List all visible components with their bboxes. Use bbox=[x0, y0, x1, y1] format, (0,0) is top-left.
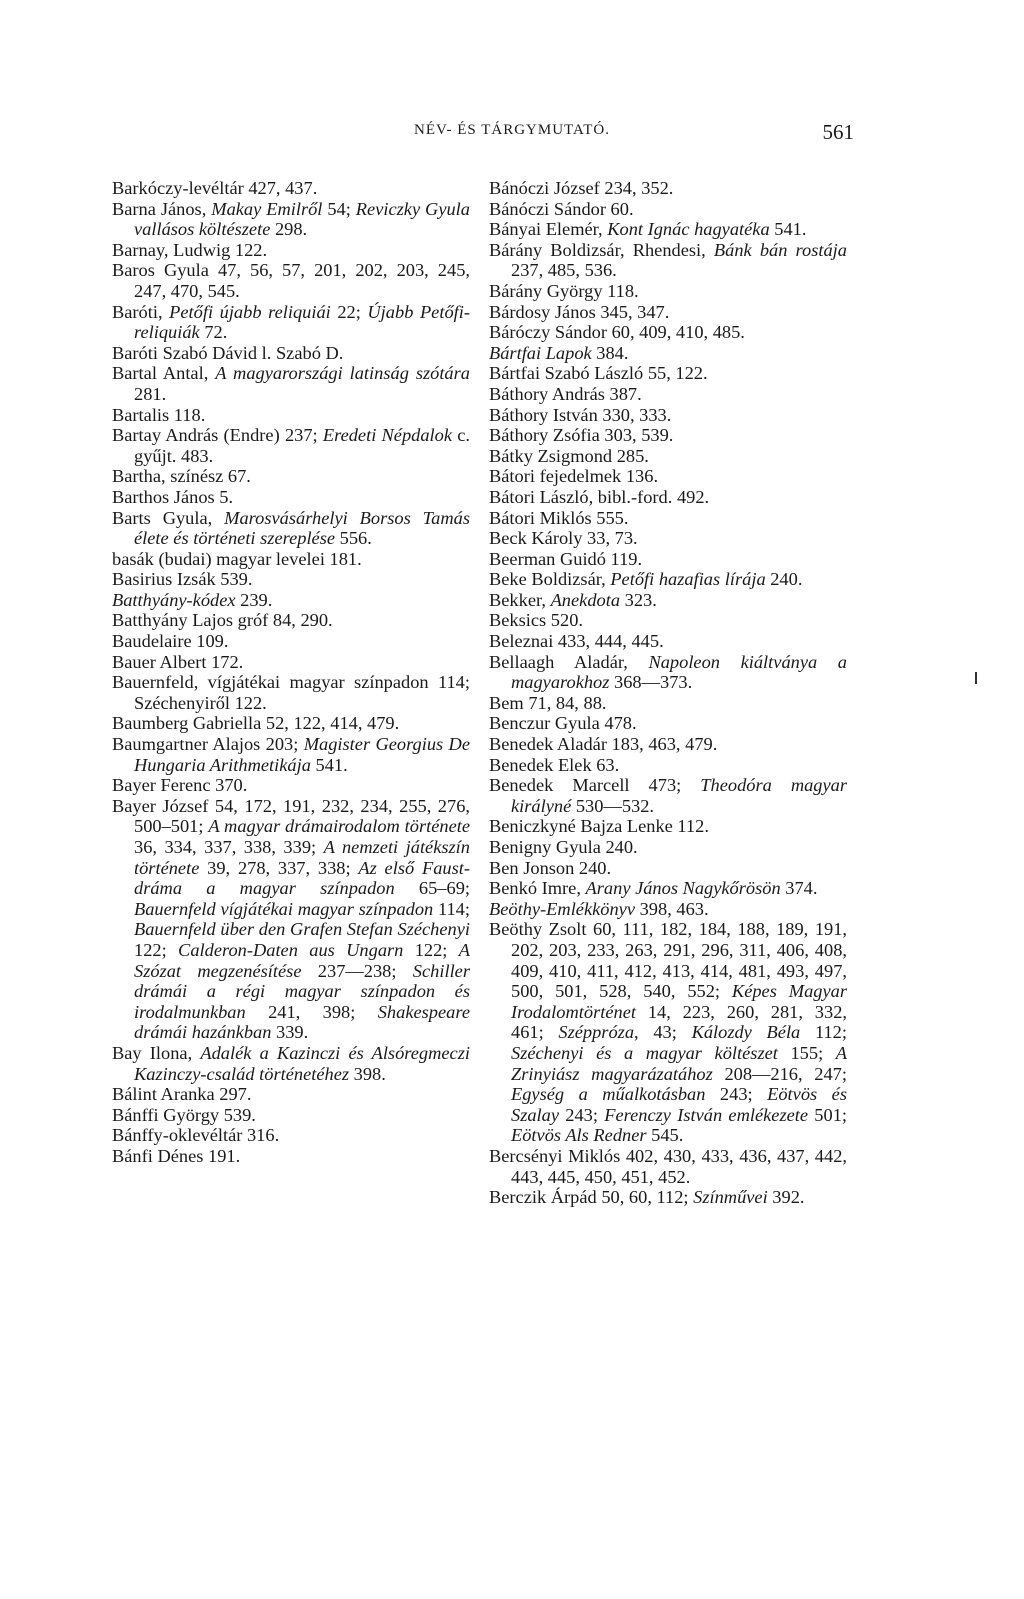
index-entry bbox=[489, 837, 847, 858]
entry-text: Baumgartner Alajos 203; bbox=[112, 734, 304, 755]
index-entry bbox=[489, 178, 847, 199]
entry-title-italic: Magister Georgius De Hungaria Arithmetikája bbox=[134, 734, 470, 775]
entry-text: 36, 334, 337, 338, 339; bbox=[134, 837, 324, 857]
entry-title-italic: Batthyány-kódex bbox=[112, 589, 236, 610]
index-entry bbox=[489, 240, 847, 281]
index-entry bbox=[489, 878, 847, 899]
entry-text: 556. bbox=[335, 528, 372, 549]
entry-text: Bánóczi Sándor 60. bbox=[489, 198, 634, 219]
index-entry bbox=[112, 1043, 470, 1084]
entry-text: Barthos János 5. bbox=[112, 486, 234, 507]
index-entry bbox=[489, 405, 847, 426]
entry-text: Ben Jonson 240. bbox=[489, 857, 612, 878]
entry-text: Bánffy-oklevéltár 316. bbox=[112, 1125, 280, 1146]
index-entry bbox=[489, 899, 847, 920]
entry-title-italic: Arany János Nagykőrösön bbox=[585, 878, 781, 899]
entry-text: 243; bbox=[705, 1084, 768, 1105]
entry-text: Bartay András (Endre) 237; bbox=[112, 425, 323, 446]
entry-text: 323. bbox=[620, 589, 657, 610]
entry-text: 541. bbox=[310, 754, 348, 775]
index-entry bbox=[489, 343, 847, 364]
index-entry bbox=[112, 240, 470, 261]
entry-text: Bárány György 118. bbox=[489, 280, 639, 301]
entry-text: Benczur Gyula 478. bbox=[489, 713, 637, 734]
entry-title-italic: Színművei bbox=[693, 1187, 768, 1208]
entry-title-italic: Napoleon kiáltványa a magyarokhoz bbox=[511, 651, 847, 693]
index-entry bbox=[112, 569, 470, 590]
entry-text: Bay Ilona, bbox=[112, 1042, 201, 1063]
index-entry bbox=[489, 425, 847, 446]
index-entry bbox=[112, 775, 470, 796]
entry-title-italic: A nemzeti játékszín története bbox=[134, 837, 470, 878]
index-entry bbox=[112, 260, 470, 301]
entry-text: 339. bbox=[271, 1022, 309, 1043]
index-entry bbox=[112, 549, 470, 570]
index-entry bbox=[489, 775, 847, 816]
entry-text: Bartha, színész 67. bbox=[112, 466, 251, 487]
entry-text: Beleznai 433, 444, 445. bbox=[489, 631, 664, 652]
entry-text: Bartalis 118. bbox=[112, 404, 206, 425]
entry-text: Bátori Miklós 555. bbox=[489, 507, 629, 528]
entry-text: Báthory András 387. bbox=[489, 383, 642, 404]
entry-text: Beniczkyné Bajza Lenke 112. bbox=[489, 816, 709, 837]
entry-text: 114; bbox=[433, 898, 470, 919]
entry-title-italic: Calderon-Daten aus Ungarn bbox=[178, 939, 404, 960]
entry-title-italic: Széchenyi és a magyar költészet bbox=[511, 1042, 778, 1063]
entry-title-italic: Eötvös és Szalay bbox=[511, 1084, 847, 1125]
entry-title-italic: A magyar drámairodalom története bbox=[208, 816, 471, 837]
entry-text: 374. bbox=[780, 878, 818, 899]
index-column-right bbox=[489, 178, 847, 1208]
index-entry bbox=[112, 199, 470, 240]
index-entry bbox=[489, 734, 847, 755]
index-entry bbox=[112, 734, 470, 775]
index-entry bbox=[489, 919, 847, 1146]
entry-title-italic: Eötvös Als Redner bbox=[511, 1125, 647, 1146]
entry-text: Barna János, bbox=[112, 198, 212, 219]
running-title: NÉV- ÉS TÁRGYMUTATÓ. bbox=[414, 122, 610, 138]
entry-text: Batthyány Lajos gróf 84, 290. bbox=[112, 610, 333, 631]
index-entry bbox=[489, 466, 847, 487]
entry-title-italic: Petőfi újabb reliquiái bbox=[169, 301, 331, 322]
entry-text: 54; bbox=[322, 198, 356, 219]
entry-title-italic: Bauernfeld über den Grafen Stefan Széchenyi bbox=[134, 919, 470, 940]
entry-text: Beöthy Zsolt 60, 111, 182, 184, 188, 189, 191, 202, 203, 233, 263, 291, 296, 311, 406, 408, 409, 410, 411, 412, 413, 414, 481, 493, 497, 500, 501, 528, 540, 552; bbox=[489, 919, 847, 1002]
index-entry bbox=[489, 302, 847, 323]
entry-text: Beck Károly 33, 73. bbox=[489, 528, 638, 549]
entry-text: Bártfai Szabó László 55, 122. bbox=[489, 363, 708, 384]
entry-text: Bem 71, 84, 88. bbox=[489, 692, 607, 713]
entry-text: Bartal Antal, bbox=[112, 363, 216, 384]
index-entry bbox=[489, 713, 847, 734]
index-entry bbox=[112, 405, 470, 426]
index-entry bbox=[112, 1084, 470, 1105]
index-entry bbox=[112, 1125, 470, 1146]
entry-title-italic: Shakespeare drámái hazánkban bbox=[134, 1001, 470, 1043]
entry-text: 122; bbox=[403, 939, 459, 960]
index-entry bbox=[489, 1146, 847, 1187]
entry-title-italic: Anekdota bbox=[550, 589, 621, 610]
index-entry bbox=[112, 652, 470, 673]
entry-text: 545. bbox=[646, 1125, 684, 1146]
entry-title-italic: Makay Emilről bbox=[211, 198, 323, 219]
index-entry bbox=[489, 487, 847, 508]
entry-title-italic: A magyarországi latinság szótára bbox=[215, 363, 470, 384]
entry-text: Bánfi Dénes 191. bbox=[112, 1145, 241, 1166]
index-entry bbox=[112, 672, 470, 713]
index-entry bbox=[489, 610, 847, 631]
index-entry bbox=[489, 569, 847, 590]
entry-title-italic: Bártfai Lapok bbox=[489, 342, 592, 363]
index-entry bbox=[112, 796, 470, 1043]
index-entry bbox=[489, 363, 847, 384]
entry-text: Bátori László, bibl.-ford. 492. bbox=[489, 486, 710, 507]
entry-text: 72. bbox=[199, 322, 228, 343]
entry-title-italic: Schiller drámái a régi magyar színpadon és irodalmunkban bbox=[134, 960, 470, 1022]
entry-text: Bekker, bbox=[489, 589, 551, 610]
entry-text: 240. bbox=[765, 569, 803, 590]
entry-text: 384. bbox=[591, 342, 629, 363]
entry-title-italic: Képes Magyar Irodalomtörténet bbox=[511, 981, 847, 1022]
index-entry bbox=[489, 219, 847, 240]
entry-text: 541. bbox=[769, 219, 807, 240]
entry-text: 155; bbox=[777, 1042, 836, 1063]
index-entry bbox=[112, 343, 470, 364]
entry-text: c. gyűjt. 483. bbox=[134, 425, 470, 466]
page-header bbox=[0, 120, 1024, 150]
entry-text: Barkóczy-levéltár 427, 437. bbox=[112, 178, 318, 198]
entry-title-italic: Adalék a Kazinczi és Alsóregmeczi Kazinczy-család történetéhez bbox=[134, 1042, 470, 1084]
entry-title-italic: Újabb Petőfi-reliquiák bbox=[134, 301, 470, 343]
index-entry bbox=[489, 322, 847, 343]
entry-text: Benkó Imre, bbox=[489, 878, 586, 899]
entry-text: Bálint Aranka 297. bbox=[112, 1084, 252, 1105]
index-entry bbox=[489, 652, 847, 693]
index-entry bbox=[112, 508, 470, 549]
entry-text: 392. bbox=[767, 1187, 805, 1208]
entry-text: Báthory István 330, 333. bbox=[489, 404, 672, 425]
index-entry bbox=[112, 302, 470, 343]
index-entry bbox=[489, 1187, 847, 1208]
entry-text: 112; bbox=[800, 1022, 847, 1043]
entry-text: Bercsényi Miklós 402, 430, 433, 436, 437, 442, 443, 445, 450, 451, 452. bbox=[489, 1145, 847, 1187]
entry-title-italic: Az első Faust-dráma a magyar színpadon bbox=[134, 857, 470, 899]
entry-text: 530—532. bbox=[571, 795, 655, 816]
index-entry bbox=[112, 425, 470, 466]
entry-text: Báróczy Sándor 60, 409, 410, 485. bbox=[489, 322, 745, 343]
entry-text: Bárány Boldizsár, Rhendesi, bbox=[489, 239, 714, 260]
entry-title-italic: Bánk bán rostája bbox=[713, 239, 847, 260]
entry-text: Baróti Szabó Dávid l. Szabó D. bbox=[112, 342, 344, 363]
entry-text: Báthory Zsófia 303, 539. bbox=[489, 425, 674, 446]
index-entry bbox=[489, 755, 847, 776]
entry-title-italic: A Szózat megzenésítése bbox=[134, 939, 470, 981]
entry-text: Bátky Zsigmond 285. bbox=[489, 445, 649, 466]
entry-text: 39, 278, 337, 338; bbox=[199, 857, 359, 878]
entry-text: Bauernfeld, vígjátékai magyar színpadon 114; Széchenyiről 122. bbox=[112, 672, 470, 713]
entry-text: 368—373. bbox=[609, 672, 693, 693]
index-entry bbox=[112, 610, 470, 631]
index-entry bbox=[489, 816, 847, 837]
entry-text: 298. bbox=[270, 219, 308, 240]
entry-text: Bauer Albert 172. bbox=[112, 651, 244, 672]
entry-text: Berczik Árpád 50, 60, 112; bbox=[489, 1187, 694, 1208]
entry-text: Baróti, bbox=[112, 301, 170, 322]
index-column-left bbox=[112, 178, 470, 1167]
entry-text: Baros Gyula 47, 56, 57, 201, 202, 203, 245, 247, 470, 545. bbox=[112, 260, 470, 301]
entry-title-italic: Theodóra magyar királyné bbox=[511, 775, 848, 816]
entry-title-italic: Beöthy-Emlékkönyv bbox=[489, 898, 636, 919]
index-entry bbox=[112, 713, 470, 734]
entry-text: Bánffi György 539. bbox=[112, 1104, 256, 1125]
entry-text: 122; bbox=[134, 939, 179, 960]
entry-text: Benedek Aladár 183, 463, 479. bbox=[489, 734, 718, 755]
entry-title-italic: Kont Ignác hagyatéka bbox=[607, 219, 770, 240]
entry-title-italic: Bauernfeld vígjátékai magyar színpadon bbox=[134, 898, 434, 919]
entry-text: Bátori fejedelmek 136. bbox=[489, 466, 659, 487]
entry-text: Bányai Elemér, bbox=[489, 219, 608, 240]
entry-text: Baumberg Gabriella 52, 122, 414, 479. bbox=[112, 713, 400, 734]
index-entry bbox=[112, 487, 470, 508]
entry-text: Bánóczi József 234, 352. bbox=[489, 178, 674, 198]
entry-text: 237, 485, 536. bbox=[511, 260, 617, 281]
index-entry bbox=[489, 281, 847, 302]
index-entry bbox=[489, 384, 847, 405]
entry-text: Bellaagh Aladár, bbox=[489, 651, 649, 672]
entry-title-italic: Kálozdy Béla bbox=[691, 1022, 801, 1043]
entry-text: 501; bbox=[808, 1104, 847, 1125]
entry-text: , 43; bbox=[634, 1022, 692, 1043]
index-entry bbox=[489, 508, 847, 529]
entry-text: basák (budai) magyar levelei 181. bbox=[112, 548, 362, 569]
index-entry bbox=[489, 199, 847, 220]
entry-text: 14, 223, 260, 281, 332, 461; bbox=[511, 1001, 847, 1043]
entry-text: 398, 463. bbox=[635, 898, 709, 919]
entry-title-italic: Ferenczy István emlékezete bbox=[604, 1104, 809, 1125]
index-entry bbox=[112, 631, 470, 652]
entry-text: Beerman Guidó 119. bbox=[489, 548, 643, 569]
entry-text: 65–69; bbox=[394, 878, 471, 899]
entry-text: Barts Gyula, bbox=[112, 507, 225, 528]
entry-text: Benedek Elek 63. bbox=[489, 754, 620, 775]
entry-title-italic: Petőfi hazafias lírája bbox=[610, 569, 766, 590]
index-entry bbox=[489, 446, 847, 467]
entry-text: 22; bbox=[330, 301, 368, 322]
index-entry bbox=[112, 1146, 470, 1167]
index-entry bbox=[489, 528, 847, 549]
entry-text: Basirius Izsák 539. bbox=[112, 569, 253, 590]
index-entry bbox=[112, 178, 470, 199]
entry-text: Bárdosy János 345, 347. bbox=[489, 301, 670, 322]
index-entry bbox=[112, 590, 470, 611]
entry-text: Benigny Gyula 240. bbox=[489, 837, 638, 857]
index-entry bbox=[489, 858, 847, 879]
entry-text: Baudelaire 109. bbox=[112, 631, 229, 652]
entry-text: 237—238; bbox=[301, 960, 413, 981]
index-entry bbox=[112, 466, 470, 487]
entry-text: Benedek Marcell 473; bbox=[489, 775, 701, 796]
index-entry bbox=[489, 693, 847, 714]
page-number: 561 bbox=[822, 120, 854, 144]
entry-text: Bayer Ferenc 370. bbox=[112, 775, 248, 796]
entry-text: 398. bbox=[349, 1063, 386, 1084]
entry-title-italic: Széppróza bbox=[558, 1022, 635, 1043]
entry-title-italic: Marosvásárhelyi Borsos Tamás élete és történeti szereplése bbox=[134, 507, 470, 549]
entry-text: Beksics 520. bbox=[489, 610, 583, 631]
index-entry bbox=[112, 363, 470, 404]
entry-text: 243; bbox=[559, 1104, 605, 1125]
entry-text: Barnay, Ludwig 122. bbox=[112, 239, 268, 260]
entry-title-italic: Eredeti Népdalok bbox=[322, 425, 453, 446]
index-entry bbox=[112, 1105, 470, 1126]
entry-title-italic: Reviczky Gyula vallásos költészete bbox=[134, 198, 470, 240]
entry-title-italic: Egység a műalkotásban bbox=[511, 1084, 706, 1105]
entry-text: 208—216, 247; bbox=[712, 1063, 847, 1084]
entry-text: Beke Boldizsár, bbox=[489, 569, 611, 590]
entry-text: 239. bbox=[235, 589, 273, 610]
entry-title-italic: A Zrinyiász magyarázatához bbox=[511, 1042, 847, 1084]
margin-mark bbox=[975, 672, 977, 684]
index-entry bbox=[489, 549, 847, 570]
index-entry bbox=[489, 631, 847, 652]
entry-text: 241, 398; bbox=[245, 1001, 378, 1022]
index-entry bbox=[489, 590, 847, 611]
entry-text: 281. bbox=[134, 383, 167, 404]
entry-text: Bayer József 54, 172, 191, 232, 234, 255, 276, 500–501; bbox=[112, 795, 470, 837]
